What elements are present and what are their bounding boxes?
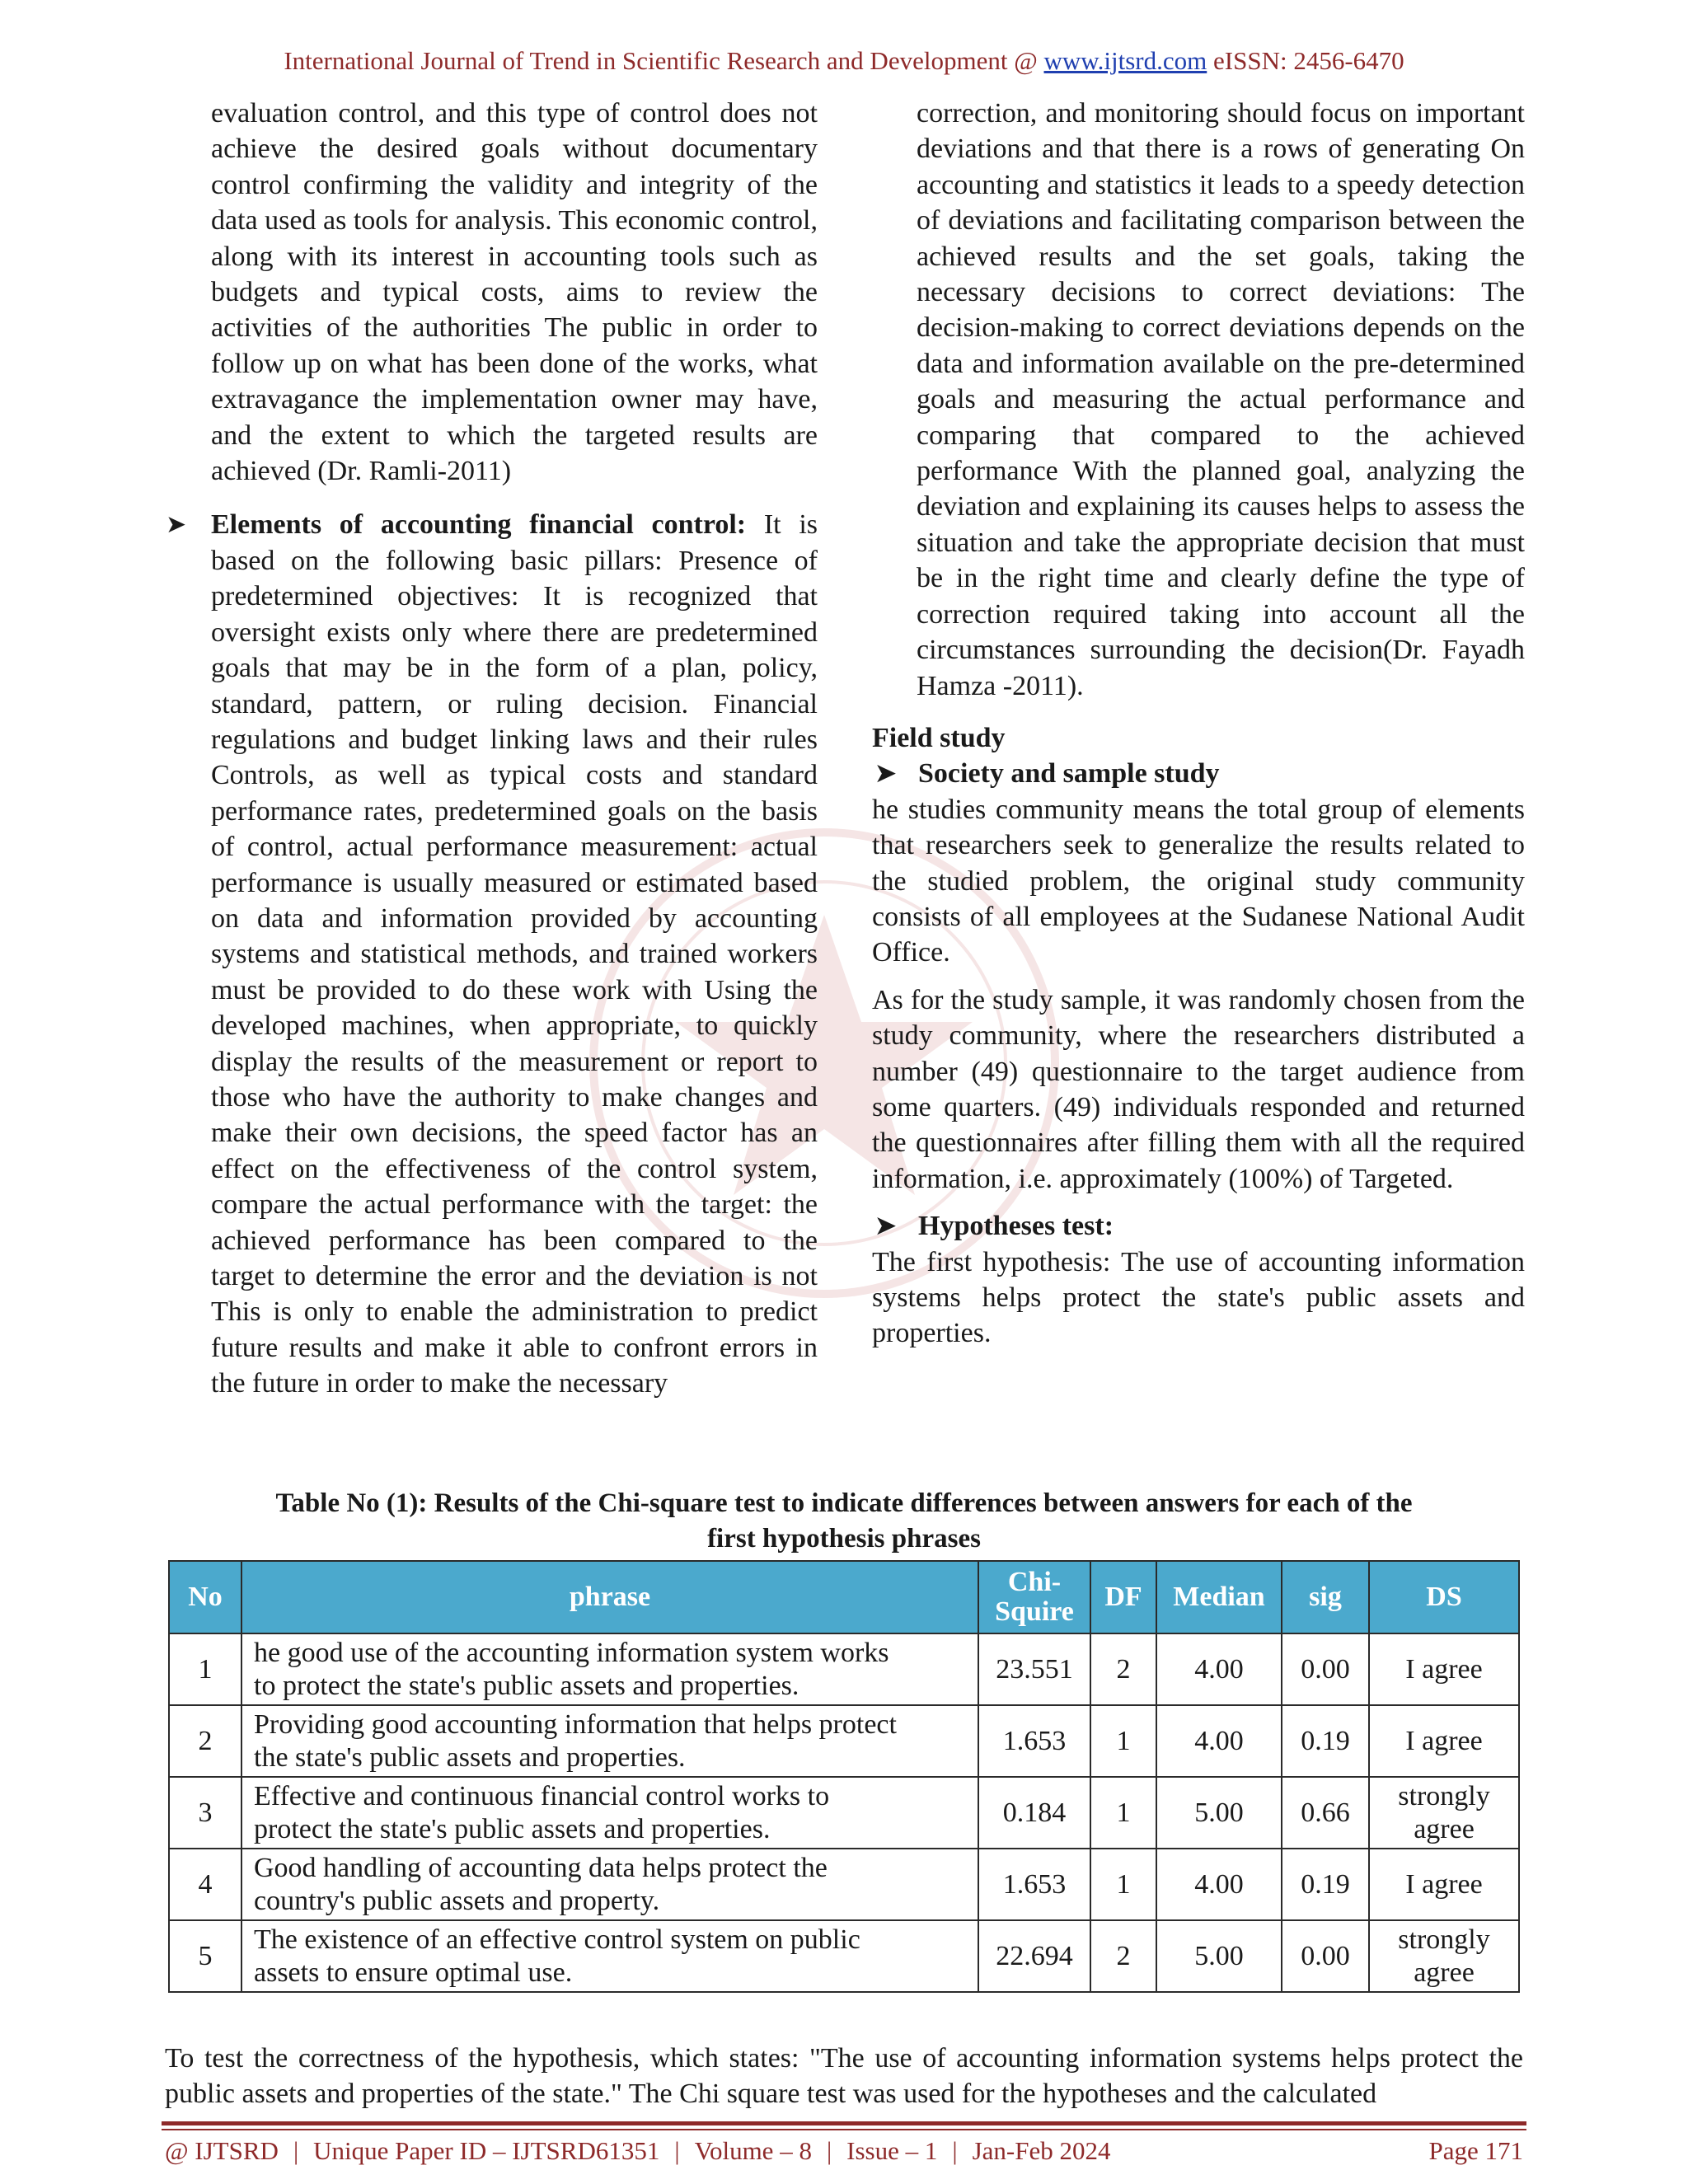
cell-phrase [241,1849,978,1920]
table-row [169,1633,1519,1705]
cell-phrase-line1: Providing good accounting information that helps protect [254,1708,897,1740]
table-row [169,1849,1519,1920]
footer-publisher: @ IJTSRD [165,2136,279,2165]
footer-divider-thin [162,2129,1526,2130]
cell-df: 1 [1090,1777,1156,1849]
paragraph-first-hypothesis: The first hypothesis: The use of accounting information systems helps protect the state's public assets and properties. [872,1246,1525,1349]
cell-ds-line1: I agree [1405,1653,1483,1685]
cell-median: 4.00 [1156,1849,1282,1920]
footer-divider [162,2121,1526,2125]
paragraph-society: he studies community means the total group of elements that researchers seek to generalize the results related to the studied problem, the original study community consists of all employees at the Sudanese National Audit Office. [872,794,1525,968]
heading-field-study: Field study [872,722,1006,753]
cell-sig: 0.19 [1282,1849,1369,1920]
arrowhead-bullet-icon: ➤ [875,760,897,788]
cell-ds [1369,1777,1519,1849]
cell-sig: 0.00 [1282,1633,1369,1705]
table-row [169,1920,1519,1992]
cell-no: 1 [169,1633,241,1705]
cell-phrase-line1: Good handling of accounting data helps protect the [254,1852,828,1883]
cell-chi: 23.551 [978,1633,1090,1705]
footer-issue: Issue – 1 [846,2136,938,2165]
header-no: No [169,1561,241,1633]
cell-chi: 22.694 [978,1920,1090,1992]
cell-phrase-line1: he good use of the accounting information system works [254,1637,889,1668]
cell-median: 5.00 [1156,1777,1282,1849]
cell-ds [1369,1849,1519,1920]
cell-ds [1369,1920,1519,1992]
header-phrase: phrase [241,1561,978,1633]
cell-phrase-line2: protect the state's public assets and properties. [254,1813,771,1844]
cell-phrase-line2: the state's public assets and properties. [254,1741,686,1773]
cell-phrase-line1: Effective and continuous financial control works to [254,1780,830,1811]
cell-no: 2 [169,1705,241,1777]
cell-median: 4.00 [1156,1705,1282,1777]
cell-phrase-line1: The existence of an effective control system on public [254,1924,860,1955]
cell-chi: 1.653 [978,1705,1090,1777]
cell-phrase [241,1705,978,1777]
table-caption [165,1486,1523,1557]
cell-sig: 0.66 [1282,1777,1369,1849]
header-chi-squire [978,1561,1090,1633]
table-header-row [169,1561,1519,1633]
cell-df: 1 [1090,1705,1156,1777]
cell-no: 5 [169,1920,241,1992]
journal-title: International Journal of Trend in Scientific Research and Development @ [284,46,1038,75]
paragraph-test-correctness: To test the correctness of the hypothesis, which states: "The use of accounting information systems helps protect the public assets and properties of the state." The Chi square test was used for the hypotheses and the calculated [165,2043,1523,2109]
cell-phrase-line2: to protect the state's public assets and properties. [254,1670,799,1701]
footer-paper-id: Unique Paper ID – IJTSRD61351 [313,2136,660,2165]
footer-date: Jan-Feb 2024 [972,2136,1111,2165]
cell-ds [1369,1705,1519,1777]
header-sig: sig [1282,1561,1369,1633]
cell-median: 4.00 [1156,1633,1282,1705]
cell-df: 2 [1090,1920,1156,1992]
right-column [872,96,1525,1352]
arrowhead-bullet-icon: ➤ [875,1212,897,1240]
cell-ds-line2: agree [1414,1957,1475,1988]
footer-left: @ IJTSRD | Unique Paper ID – IJTSRD61351 | Volume – 8 | Issue – 1 | Jan-Feb 2024 [165,2136,1111,2165]
cell-chi: 1.653 [978,1849,1090,1920]
cell-phrase [241,1633,978,1705]
cell-sig: 0.19 [1282,1705,1369,1777]
cell-chi: 0.184 [978,1777,1090,1849]
cell-phrase-line2: assets to ensure optimal use. [254,1957,573,1988]
page-header [0,46,1688,76]
arrowhead-bullet-icon: ➤ [166,511,187,539]
cell-ds-line1: I agree [1405,1868,1483,1900]
subheading-society-text: Society and sample study [918,758,1220,790]
cell-df: 2 [1090,1633,1156,1705]
header-ds: DS [1369,1561,1519,1633]
header-chi-line1: Chi- [1007,1567,1062,1597]
footer-volume: Volume – 8 [694,2136,812,2165]
table-row [169,1705,1519,1777]
paragraph-correction: correction, and monitoring should focus on important deviations and that there is a rows of generating On accounting and statistics it leads to a speedy detection of deviations and facilitating comparison between the achieved results and the set goals, taking the necessary decisions to correct deviations: The decision-making to correct deviations depends on the data and information available on the pre-determined goals and measuring the actual performance and comparing that compared to the achieved performance With the planned goal, analyzing the deviation and explaining its causes helps to assess the situation and take the appropriate decision that must be in the right time and clearly define the type of correction required taking into account all the circumstances surrounding the decision(Dr. Fayadh Hamza -2011). [917,98,1525,701]
left-column [166,96,818,1402]
bullet-elements-of-control [166,507,818,1401]
cell-phrase [241,1920,978,1992]
cell-phrase-line2: country's public assets and property. [254,1885,660,1916]
header-chi-line2: Squire [995,1596,1074,1627]
cell-no: 4 [169,1849,241,1920]
cell-phrase [241,1777,978,1849]
cell-median: 5.00 [1156,1920,1282,1992]
paragraph-sample: As for the study sample, it was randomly chosen from the study community, where the researchers distributed a number (49) questionnaire to the target audience from some quarters. (49) individuals responded and returned the questionnaires after filling them with all the required information, i.e. approximately (100%) of Targeted. [872,984,1525,1194]
subheading-hypotheses-text: Hypotheses test: [918,1211,1114,1242]
cell-df: 1 [1090,1849,1156,1920]
journal-issn: eISSN: 2456-6470 [1213,46,1404,75]
page-footer [165,2136,1523,2166]
subheading-hypotheses [872,1208,1525,1244]
cell-ds-line1: strongly [1398,1780,1490,1811]
subheading-society-sample [872,756,1525,791]
cell-ds-line1: strongly [1398,1924,1490,1955]
bullet-title: Elements of accounting financial control: [211,509,747,541]
cell-sig: 0.00 [1282,1920,1369,1992]
bullet-text: It is based on the following basic pillars: Presence of predetermined objectives: It is recognized that oversight exists only where there are predetermined goals that may be in the form of a plan, policy, standard, pattern, or ruling decision. Financial regulations and budget linking laws and their rules Controls, as well as typical costs and standard performance rates, predetermined goals on the basis of control, actual performance measurement: actual performance is usually measured or estimated based on data and information provided by accounting systems and statistical methods, and trained workers must be provided to do these work with Using the developed machines, when appropriate, to quickly display the results of the measurement or report to those who have the authority to make changes and make their own decisions, the speed factor has an effect on the effectiveness of the control system, compare the actual performance with the target: the achieved performance has been compared to the target to determine the error and the deviation is not This is only to enable the administration to predict future results and make it able to confront errors in the future in order to make the necessary [211,509,818,1399]
chi-square-results-table [168,1560,1520,1993]
footer-page-number: Page 171 [1428,2136,1523,2165]
cell-ds [1369,1633,1519,1705]
table-row [169,1777,1519,1849]
header-df: DF [1090,1561,1156,1633]
paragraph-evaluation-control: evaluation control, and this type of control does not achieve the desired goals without documentary control confirming the validity and integrity of the data used as tools for analysis. This economic control, along with its interest in accounting tools such as budgets and typical costs, aims to review the activities of the authorities The public in order to follow up on what has been done of the works, what extravagance the implementation owner may have, and the extent to which the targeted results are achieved (Dr. Ramli-2011) [211,98,818,487]
table-caption-line1: Table No (1): Results of the Chi-square test to indicate differences between answers for each of the [275,1488,1413,1518]
header-median: Median [1156,1561,1282,1633]
table-caption-line2: first hypothesis phrases [707,1524,981,1554]
cell-ds-line2: agree [1414,1813,1475,1844]
cell-no: 3 [169,1777,241,1849]
cell-ds-line1: I agree [1405,1725,1483,1756]
journal-url-link[interactable]: www.ijtsrd.com [1043,46,1207,75]
